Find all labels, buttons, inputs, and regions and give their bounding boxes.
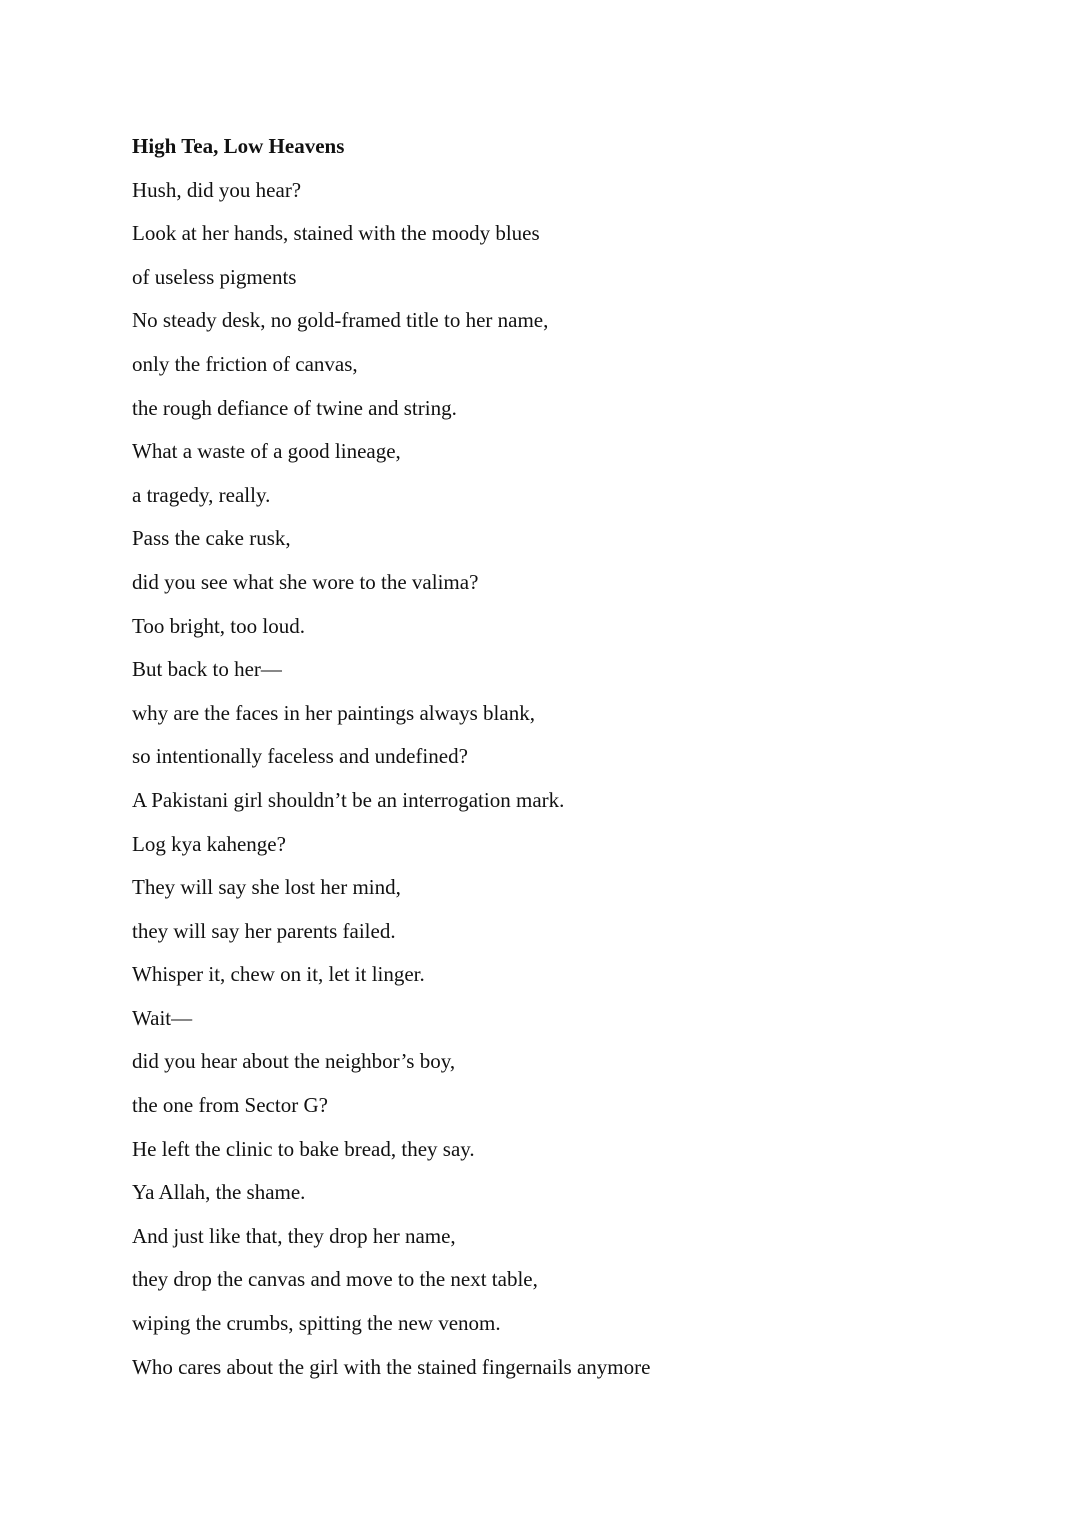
poem-line: Ya Allah, the shame. bbox=[132, 1180, 306, 1205]
poem-line: Log kya kahenge? bbox=[132, 831, 286, 856]
poem-line: they will say her parents failed. bbox=[132, 918, 396, 943]
poem-line: But back to her— bbox=[132, 657, 282, 682]
poem-line: of useless pigments bbox=[132, 264, 297, 289]
poem-line: And just like that, they drop her name, bbox=[132, 1223, 456, 1248]
poem-title: High Tea, Low Heavens bbox=[132, 134, 345, 158]
poem-line: Too bright, too loud. bbox=[132, 613, 305, 638]
poem-line: wiping the crumbs, spitting the new venom. bbox=[132, 1311, 501, 1336]
poem-line: They will say she lost her mind, bbox=[132, 875, 401, 900]
poem-line: Hush, did you hear? bbox=[132, 177, 302, 202]
poem-line: the rough defiance of twine and string. bbox=[132, 395, 457, 420]
poem-line: did you see what she wore to the valima? bbox=[132, 569, 479, 594]
poem-line: No steady desk, no gold-framed title to her name, bbox=[132, 308, 549, 333]
poem-line: a tragedy, really. bbox=[132, 482, 271, 507]
poem-line: Pass the cake rusk, bbox=[132, 526, 291, 551]
poem-line: Look at her hands, stained with the moody blues bbox=[132, 221, 540, 246]
poem-line: Who cares about the girl with the stained fingernails anymore bbox=[132, 1354, 651, 1379]
poem-line: What a waste of a good lineage, bbox=[132, 439, 401, 464]
poem-line: Whisper it, chew on it, let it linger. bbox=[132, 962, 425, 987]
poem-line: did you hear about the neighbor’s boy, bbox=[132, 1049, 456, 1074]
poem-line: the one from Sector G? bbox=[132, 1093, 328, 1118]
poem-line: so intentionally faceless and undefined? bbox=[132, 744, 468, 769]
poem-line: they drop the canvas and move to the next table, bbox=[132, 1267, 538, 1292]
poem-line: A Pakistani girl shouldn’t be an interrogation mark. bbox=[132, 787, 565, 812]
poem-line: Wait— bbox=[132, 1005, 193, 1030]
poem-line: He left the clinic to bake bread, they say. bbox=[132, 1136, 475, 1161]
poem bbox=[132, 131, 992, 1395]
poem-line: only the friction of canvas, bbox=[132, 351, 358, 376]
poem-line: why are the faces in her paintings always blank, bbox=[132, 700, 535, 725]
